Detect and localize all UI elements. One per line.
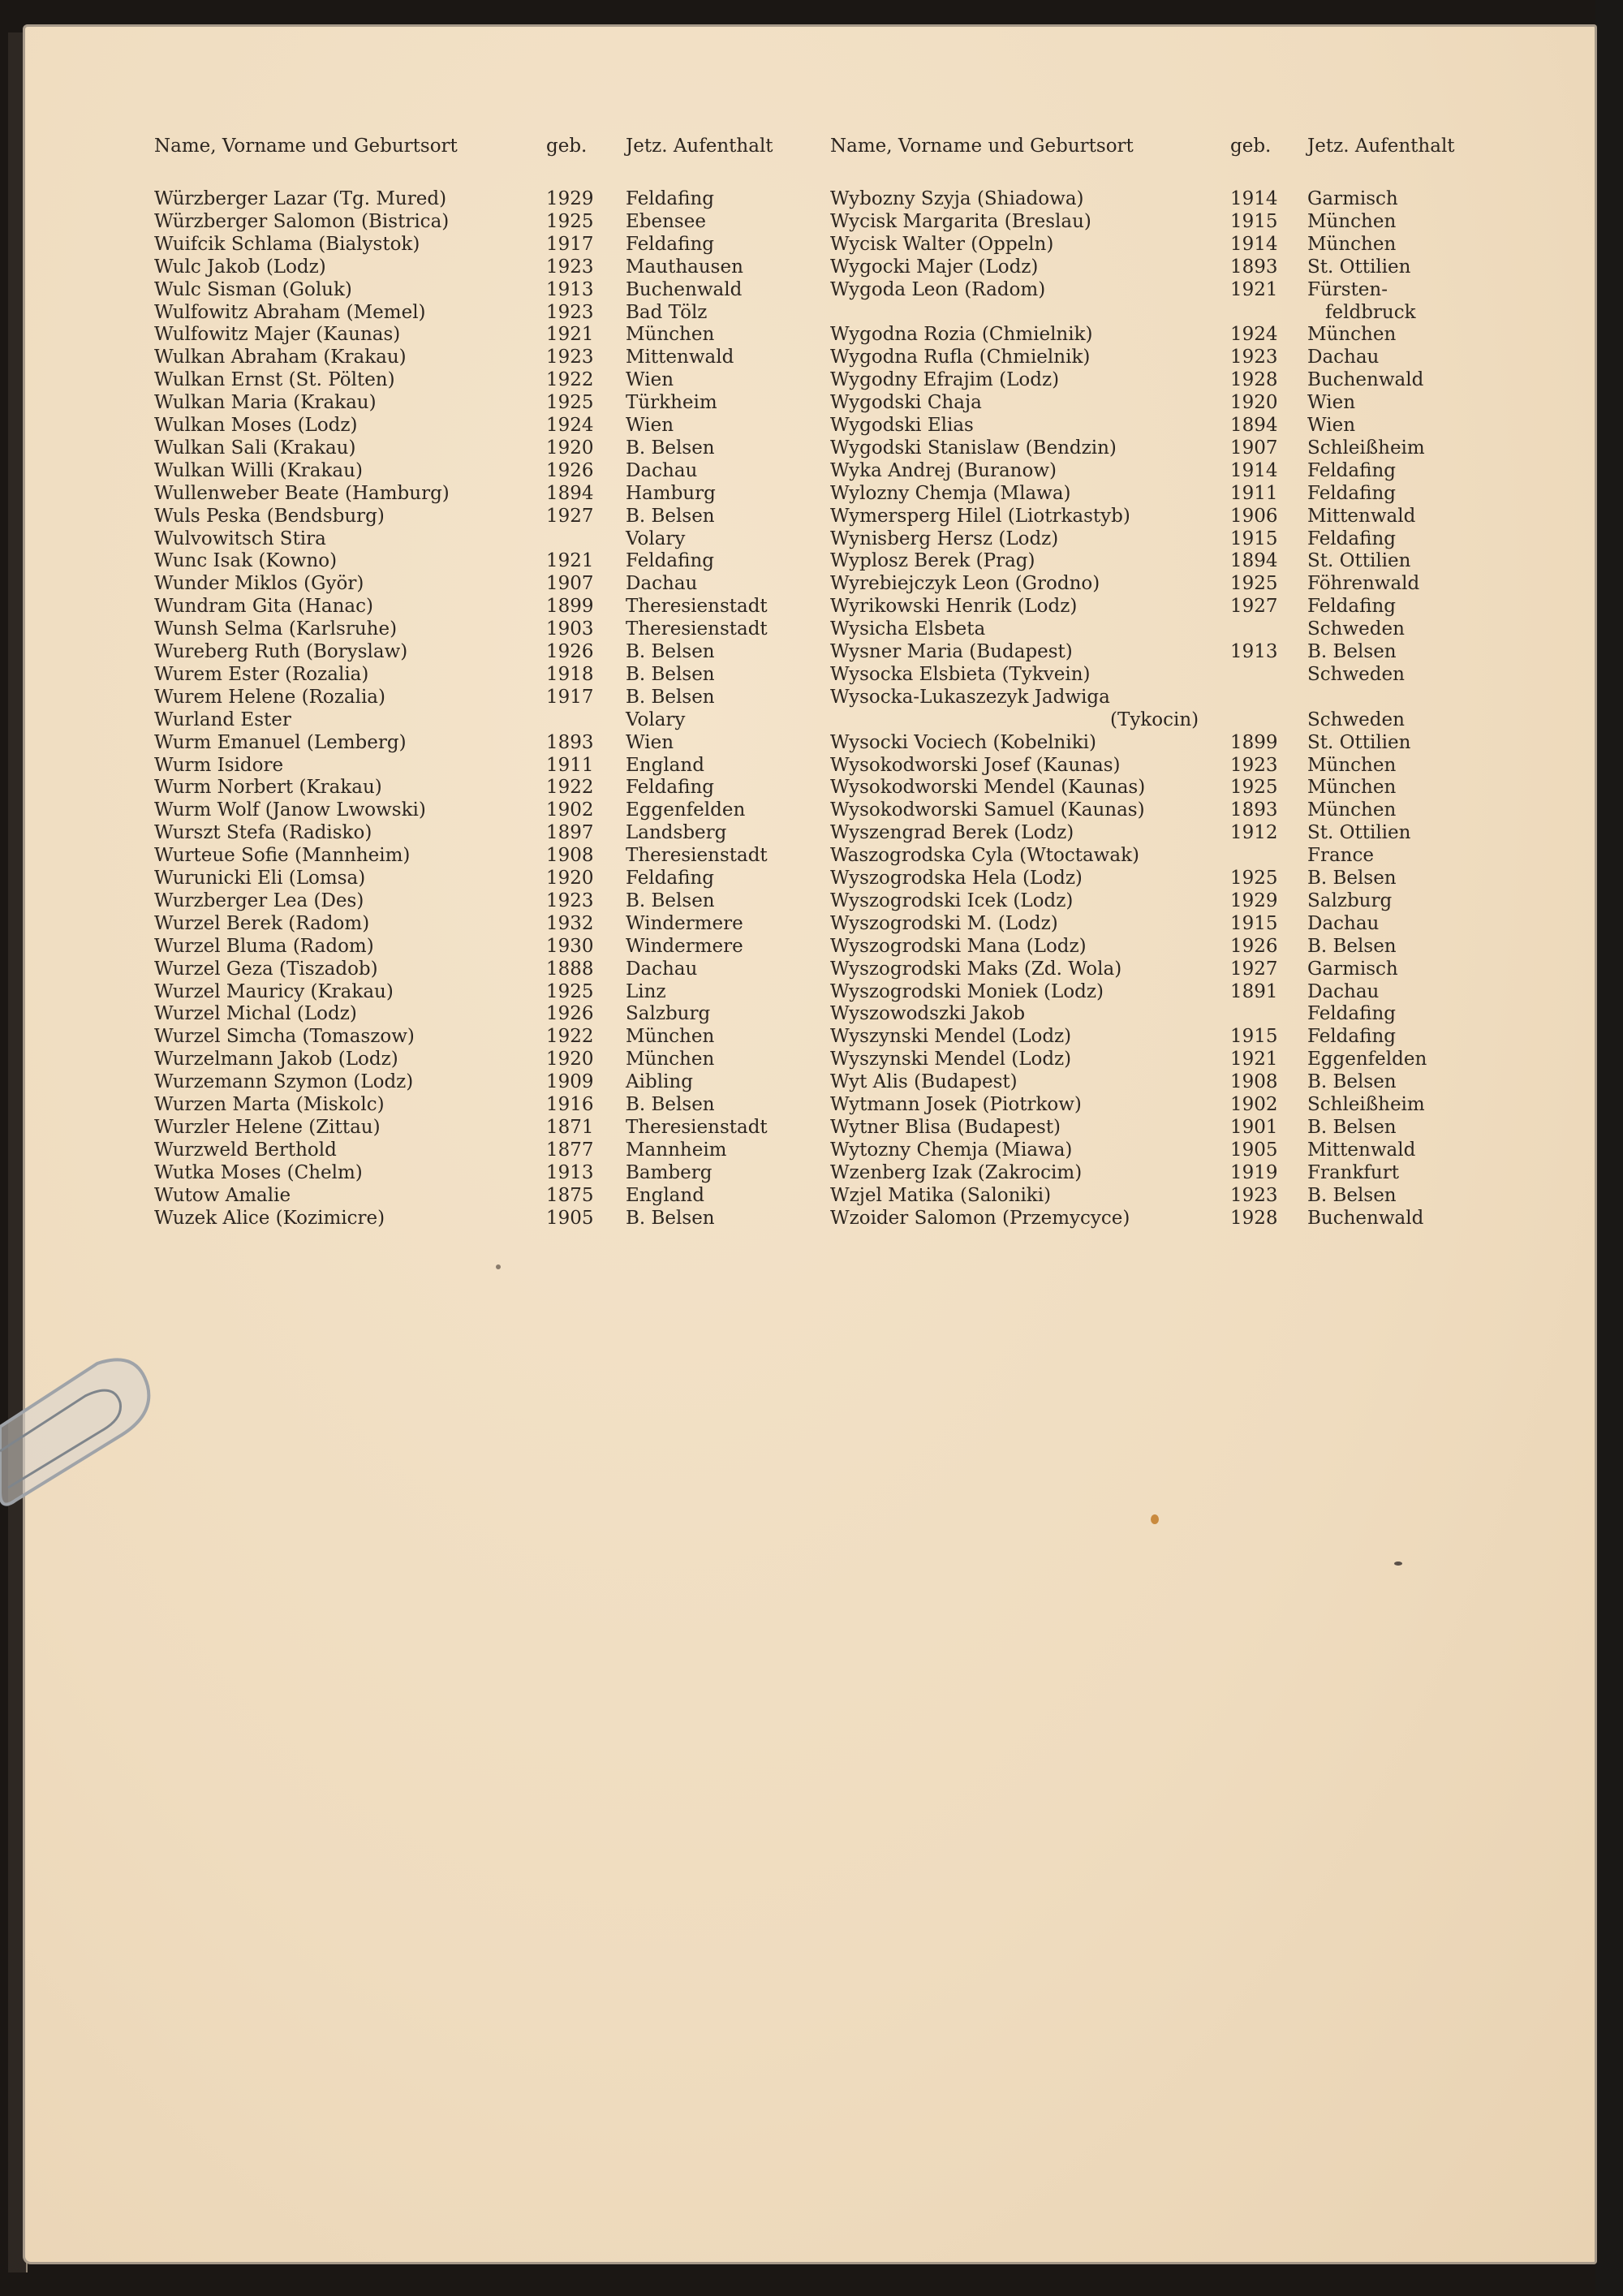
entry-residence: Linz — [626, 980, 666, 1002]
entry-residence: Volary — [626, 528, 686, 549]
entry-born: 1914 — [1230, 459, 1278, 481]
entry-residence-cont: feldbruck — [1325, 301, 1416, 323]
entry-residence: München — [1307, 324, 1397, 346]
entry-born: 1926 — [546, 459, 594, 481]
entry-residence: England — [626, 754, 704, 776]
entry-residence: Theresienstadt — [626, 596, 768, 618]
entry-name: Wullenweber Beate (Hamburg) — [154, 482, 450, 504]
entry-name: Wyszogrodski Mana (Lodz) — [830, 935, 1087, 957]
entry-born: 1908 — [546, 845, 594, 867]
entry-name: Wulfowitz Majer (Kaunas) — [154, 324, 401, 346]
entry-name: Wurem Helene (Rozalia) — [154, 686, 385, 708]
entry-residence: Dachau — [1307, 347, 1380, 368]
entry-name: Wycisk Walter (Oppeln) — [830, 233, 1054, 255]
entry-residence: Wien — [626, 415, 674, 436]
entry-name: Wyka Andrej (Buranow) — [830, 459, 1057, 481]
entry-residence: B. Belsen — [626, 1207, 715, 1229]
entry-born: 1930 — [546, 935, 594, 957]
entry-born: 1905 — [1230, 1139, 1278, 1161]
entry-name: Wygodna Rufla (Chmielnik) — [830, 347, 1091, 368]
entry-residence: München — [626, 1049, 715, 1070]
entry-name: Wuifcik Schlama (Bialystok) — [154, 233, 420, 255]
entry-name: Wzjel Matika (Saloniki) — [830, 1184, 1052, 1206]
entry-born: 1927 — [1230, 596, 1278, 618]
entry-residence: Ebensee — [626, 210, 706, 232]
entry-residence: Garmisch — [1307, 958, 1398, 980]
entry-residence: Eggenfelden — [626, 799, 746, 821]
entry-born: 1897 — [546, 822, 594, 844]
entry-residence: Bad Tölz — [626, 301, 708, 323]
entry-residence: Wien — [626, 369, 674, 391]
header-born-left: geb. — [546, 136, 588, 157]
entry-name: Wurzel Michal (Lodz) — [154, 1003, 357, 1025]
entry-name: Wzenberg Izak (Zakrocim) — [830, 1161, 1083, 1183]
entry-born: 1925 — [546, 210, 594, 232]
entry-residence: B. Belsen — [626, 686, 715, 708]
entry-name: Wysocka-Lukaszezyk Jadwiga — [830, 686, 1110, 708]
entry-born: 1915 — [1230, 528, 1278, 549]
entry-residence: B. Belsen — [626, 663, 715, 685]
entry-born: 1925 — [1230, 777, 1278, 799]
entry-name: Wurzel Bluma (Radom) — [154, 935, 374, 957]
entry-residence: Dachau — [626, 459, 698, 481]
entry-name: Wulvowitsch Stira — [154, 528, 326, 549]
entry-name: Würzberger Salomon (Bistrica) — [154, 210, 450, 232]
header-name-right: Name, Vorname und Geburtsort — [830, 136, 1134, 157]
entry-born: 1913 — [546, 1161, 594, 1183]
entry-residence: Feldafing — [1307, 459, 1396, 481]
paper-spot — [496, 1264, 501, 1269]
entry-born: 1925 — [546, 980, 594, 1002]
entry-name: Waszogrodska Cyla (Wtoctawak) — [830, 845, 1139, 867]
entry-name: Wzoider Salomon (Przemycyce) — [830, 1207, 1130, 1229]
entry-born: 1924 — [1230, 324, 1278, 346]
entry-name: Wurm Norbert (Krakau) — [154, 777, 382, 799]
entry-name: Wytmann Josek (Piotrkow) — [830, 1094, 1082, 1115]
entry-residence: Föhrenwald — [1307, 573, 1420, 595]
entry-born: 1925 — [1230, 573, 1278, 595]
entry-born: 1921 — [546, 324, 594, 346]
entry-residence: Garmisch — [1307, 188, 1398, 209]
entry-name: Wyszowodszki Jakob — [830, 1003, 1026, 1025]
entry-born: 1893 — [546, 731, 594, 753]
entry-name: Wysner Maria (Budapest) — [830, 641, 1073, 662]
entry-name: Wunder Miklos (Györ) — [154, 573, 364, 595]
entry-born: 1928 — [1230, 1207, 1278, 1229]
entry-name: Wyszogrodski M. (Lodz) — [830, 912, 1058, 934]
entry-name: Wysokodworski Mendel (Kaunas) — [830, 777, 1146, 799]
entry-name: Wurzweld Berthold — [154, 1139, 337, 1161]
header-residence-right: Jetz. Aufenthalt — [1307, 136, 1455, 157]
entry-born: 1925 — [546, 392, 594, 414]
entry-residence: Schweden — [1307, 709, 1405, 730]
entry-born: 1929 — [1230, 890, 1278, 911]
entry-name: Wyszogrodska Hela (Lodz) — [830, 868, 1083, 889]
entry-born: 1899 — [1230, 731, 1278, 753]
entry-born: 1927 — [546, 505, 594, 527]
entry-name: Wyszengrad Berek (Lodz) — [830, 822, 1074, 844]
entry-residence: München — [1307, 799, 1397, 821]
entry-residence: B. Belsen — [1307, 1116, 1397, 1138]
entry-residence: Hamburg — [626, 482, 716, 504]
entry-born: 1923 — [1230, 1184, 1278, 1206]
entry-born: 1929 — [546, 188, 594, 209]
entry-name: Wyszogrodski Moniek (Lodz) — [830, 980, 1104, 1002]
entry-born: 1926 — [1230, 935, 1278, 957]
entry-name: Wurzemann Szymon (Lodz) — [154, 1071, 414, 1093]
entry-born: 1877 — [546, 1139, 594, 1161]
entry-born: 1893 — [1230, 256, 1278, 278]
entry-born: 1909 — [546, 1071, 594, 1093]
entry-residence: Feldafing — [626, 550, 714, 572]
entry-name: Wycisk Margarita (Breslau) — [830, 210, 1091, 232]
entry-name: Wulc Sisman (Goluk) — [154, 278, 352, 300]
entry-name: Wurzelmann Jakob (Lodz) — [154, 1049, 398, 1070]
entry-name: Wyszynski Mendel (Lodz) — [830, 1026, 1072, 1048]
entry-born: 1894 — [546, 482, 594, 504]
entry-residence: Feldafing — [626, 233, 714, 255]
entry-name: Wurzel Berek (Radom) — [154, 912, 370, 934]
entry-born: 1899 — [546, 596, 594, 618]
entry-born: 1871 — [546, 1116, 594, 1138]
entry-residence: Feldafing — [1307, 1003, 1396, 1025]
entry-residence: St. Ottilien — [1307, 256, 1411, 278]
entry-residence: Feldafing — [626, 777, 714, 799]
entry-born: 1923 — [546, 347, 594, 368]
entry-born: 1916 — [546, 1094, 594, 1115]
entry-residence: St. Ottilien — [1307, 550, 1411, 572]
entry-name: Wutow Amalie — [154, 1184, 291, 1206]
entry-name: Wyrikowski Henrik (Lodz) — [830, 596, 1078, 618]
entry-residence: B. Belsen — [626, 641, 715, 662]
entry-residence: Salzburg — [1307, 890, 1393, 911]
entry-residence: Mittenwald — [1307, 505, 1416, 527]
entry-residence: Feldafing — [1307, 596, 1396, 618]
entry-residence: Feldafing — [626, 868, 714, 889]
entry-name: Wulkan Willi (Krakau) — [154, 459, 363, 481]
entry-name: Wurzel Geza (Tiszadob) — [154, 958, 378, 980]
entry-name: Wygoda Leon (Radom) — [830, 278, 1046, 300]
entry-born: 1891 — [1230, 980, 1278, 1002]
entry-born: 1888 — [546, 958, 594, 980]
entry-residence: Landsberg — [626, 822, 727, 844]
entry-name: Wutka Moses (Chelm) — [154, 1161, 363, 1183]
entry-name: Wygodski Chaja — [830, 392, 982, 414]
entry-name: Wunsh Selma (Karlsruhe) — [154, 618, 398, 640]
header-name-left: Name, Vorname und Geburtsort — [154, 136, 458, 157]
entry-residence: B. Belsen — [1307, 935, 1397, 957]
entry-name: Wurm Wolf (Janow Lwowski) — [154, 799, 426, 821]
entry-residence: France — [1307, 845, 1374, 867]
entry-residence: B. Belsen — [626, 890, 715, 911]
entry-name: Wygodski Stanislaw (Bendzin) — [830, 437, 1117, 459]
entry-born: 1926 — [546, 641, 594, 662]
entry-born: 1912 — [1230, 822, 1278, 844]
entry-residence: Fürsten- — [1307, 278, 1388, 300]
entry-name: Wureberg Ruth (Boryslaw) — [154, 641, 408, 662]
entry-name: Wurm Isidore — [154, 754, 284, 776]
entry-residence: Theresienstadt — [626, 845, 768, 867]
entry-residence: Feldafing — [1307, 482, 1396, 504]
entry-born: 1907 — [546, 573, 594, 595]
entry-residence: Dachau — [1307, 980, 1380, 1002]
entry-name: Wylozny Chemja (Mlawa) — [830, 482, 1071, 504]
entry-residence: Wien — [626, 731, 674, 753]
entry-name: Wurm Emanuel (Lemberg) — [154, 731, 407, 753]
entry-name: Wynisberg Hersz (Lodz) — [830, 528, 1059, 549]
entry-born: 1914 — [1230, 188, 1278, 209]
entry-born: 1911 — [1230, 482, 1278, 504]
entry-born: 1906 — [1230, 505, 1278, 527]
entry-residence: Wien — [1307, 392, 1356, 414]
entry-name: Wulkan Maria (Krakau) — [154, 392, 377, 414]
entry-residence: Aibling — [626, 1071, 693, 1093]
entry-residence: Mannheim — [626, 1139, 727, 1161]
entry-born: 1919 — [1230, 1161, 1278, 1183]
entry-residence: München — [1307, 233, 1397, 255]
entry-residence: München — [626, 324, 715, 346]
paper-spot — [1151, 1514, 1159, 1524]
entry-residence: B. Belsen — [1307, 641, 1397, 662]
entry-name: Wymersperg Hilel (Liotrkastyb) — [830, 505, 1130, 527]
entry-name: Wygodna Rozia (Chmielnik) — [830, 324, 1093, 346]
entry-born: 1875 — [546, 1184, 594, 1206]
entry-residence: St. Ottilien — [1307, 731, 1411, 753]
entry-residence: München — [1307, 754, 1397, 776]
entry-born: 1921 — [546, 550, 594, 572]
entry-born: 1893 — [1230, 799, 1278, 821]
entry-residence: Windermere — [626, 935, 743, 957]
entry-born: 1902 — [1230, 1094, 1278, 1115]
entry-name: Wybozny Szyja (Shiadowa) — [830, 188, 1084, 209]
entry-residence: Schweden — [1307, 663, 1405, 685]
entry-residence: B. Belsen — [1307, 1071, 1397, 1093]
entry-name: Wurzler Helene (Zittau) — [154, 1116, 381, 1138]
entry-residence: Schleißheim — [1307, 437, 1425, 459]
entry-born: 1917 — [546, 233, 594, 255]
entry-born: 1913 — [546, 278, 594, 300]
entry-born: 1905 — [546, 1207, 594, 1229]
entry-name: Wyszogrodski Maks (Zd. Wola) — [830, 958, 1122, 980]
entry-residence: Salzburg — [626, 1003, 711, 1025]
entry-residence: Dachau — [626, 958, 698, 980]
entry-born: 1920 — [546, 437, 594, 459]
entry-name: Wuls Peska (Bendsburg) — [154, 505, 385, 527]
entry-residence: Feldafing — [1307, 528, 1396, 549]
entry-name: Wunc Isak (Kowno) — [154, 550, 338, 572]
entry-name: Wytozny Chemja (Miawa) — [830, 1139, 1073, 1161]
entry-name: Wyszogrodski Icek (Lodz) — [830, 890, 1074, 911]
entry-residence: Mittenwald — [626, 347, 734, 368]
entry-residence: Mauthausen — [626, 256, 743, 278]
entry-born: 1920 — [546, 868, 594, 889]
entry-born: 1923 — [1230, 347, 1278, 368]
entry-born: 1926 — [546, 1003, 594, 1025]
entry-name: Wyrebiejczyk Leon (Grodno) — [830, 573, 1100, 595]
entry-name: Wygodny Efrajim (Lodz) — [830, 369, 1060, 391]
entry-residence: B. Belsen — [1307, 868, 1397, 889]
entry-born: 1915 — [1230, 1026, 1278, 1048]
entry-residence: St. Ottilien — [1307, 822, 1411, 844]
header-residence-left: Jetz. Aufenthalt — [626, 136, 773, 157]
entry-name: Wurzel Mauricy (Krakau) — [154, 980, 394, 1002]
entry-name: Wulkan Ernst (St. Pölten) — [154, 369, 395, 391]
entry-name: Wyszynski Mendel (Lodz) — [830, 1049, 1072, 1070]
entry-residence: München — [626, 1026, 715, 1048]
entry-born: 1925 — [1230, 868, 1278, 889]
entry-residence: B. Belsen — [626, 437, 715, 459]
entry-residence: Mittenwald — [1307, 1139, 1416, 1161]
entry-residence: Volary — [626, 709, 686, 730]
entry-born: 1923 — [1230, 754, 1278, 776]
entry-name: Wulkan Abraham (Krakau) — [154, 347, 407, 368]
entry-name: Wysocki Vociech (Kobelniki) — [830, 731, 1096, 753]
entry-born: 1894 — [1230, 550, 1278, 572]
entry-residence: Buchenwald — [1307, 1207, 1424, 1229]
entry-residence: Dachau — [1307, 912, 1380, 934]
entry-born: 1901 — [1230, 1116, 1278, 1138]
entry-residence: Eggenfelden — [1307, 1049, 1427, 1070]
entry-name: Würzberger Lazar (Tg. Mured) — [154, 188, 447, 209]
entry-born: 1911 — [546, 754, 594, 776]
entry-born: 1914 — [1230, 233, 1278, 255]
entry-name: Wurzberger Lea (Des) — [154, 890, 364, 911]
entry-residence: Türkheim — [626, 392, 717, 414]
entry-residence: B. Belsen — [1307, 1184, 1397, 1206]
entry-name: Wuzek Alice (Kozimicre) — [154, 1207, 385, 1229]
paper-spot — [1394, 1562, 1402, 1566]
entry-residence: Schleißheim — [1307, 1094, 1425, 1115]
entry-born: 1924 — [546, 415, 594, 436]
entry-born: 1913 — [1230, 641, 1278, 662]
entry-residence: München — [1307, 210, 1397, 232]
entry-born: 1927 — [1230, 958, 1278, 980]
entry-born: 1922 — [546, 369, 594, 391]
entry-born: 1907 — [1230, 437, 1278, 459]
entry-residence: Feldafing — [1307, 1026, 1396, 1048]
entry-name: Wulfowitz Abraham (Memel) — [154, 301, 426, 323]
entry-residence: B. Belsen — [626, 505, 715, 527]
entry-residence: Bamberg — [626, 1161, 712, 1183]
entry-residence: Feldafing — [626, 188, 714, 209]
entry-name: Wurzel Simcha (Tomaszow) — [154, 1026, 415, 1048]
entry-born: 1923 — [546, 301, 594, 323]
entry-name: Wyt Alis (Budapest) — [830, 1071, 1018, 1093]
entry-name: Wurem Ester (Rozalia) — [154, 663, 369, 685]
entry-name: Wysicha Elsbeta — [830, 618, 986, 640]
entry-born: 1908 — [1230, 1071, 1278, 1093]
entry-born: 1923 — [546, 256, 594, 278]
entry-name: Wyplosz Berek (Prag) — [830, 550, 1035, 572]
entry-name: Wulkan Moses (Lodz) — [154, 415, 358, 436]
entry-born: 1932 — [546, 912, 594, 934]
entry-name: Wurszt Stefa (Radisko) — [154, 822, 372, 844]
page-edge-right — [1595, 0, 1623, 2296]
entry-name: Wurland Ester — [154, 709, 291, 730]
entry-born: 1915 — [1230, 912, 1278, 934]
entry-residence: München — [1307, 777, 1397, 799]
header-born-right: geb. — [1230, 136, 1272, 157]
entry-born: 1894 — [1230, 415, 1278, 436]
entry-born: 1920 — [1230, 392, 1278, 414]
entry-born: 1915 — [1230, 210, 1278, 232]
entry-name: Wygodski Elias — [830, 415, 974, 436]
entry-name: Wysokodworski Josef (Kaunas) — [830, 754, 1121, 776]
entry-name: (Tykocin) — [1110, 709, 1199, 730]
entry-name: Wurteue Sofie (Mannheim) — [154, 845, 411, 867]
entry-residence: Dachau — [626, 573, 698, 595]
entry-name: Wysocka Elsbieta (Tykvein) — [830, 663, 1091, 685]
entry-residence: England — [626, 1184, 704, 1206]
entry-residence: Buchenwald — [626, 278, 743, 300]
entry-residence: Frankfurt — [1307, 1161, 1399, 1183]
entry-name: Wygocki Majer (Lodz) — [830, 256, 1039, 278]
entry-born: 1921 — [1230, 278, 1278, 300]
entry-born: 1918 — [546, 663, 594, 685]
entry-born: 1928 — [1230, 369, 1278, 391]
entry-residence: Theresienstadt — [626, 1116, 768, 1138]
entry-name: Wytner Blisa (Budapest) — [830, 1116, 1061, 1138]
entry-residence: Theresienstadt — [626, 618, 768, 640]
entry-name: Wurunicki Eli (Lomsa) — [154, 868, 366, 889]
entry-born: 1923 — [546, 890, 594, 911]
entry-born: 1922 — [546, 777, 594, 799]
entry-name: Wundram Gita (Hanac) — [154, 596, 374, 618]
entry-residence: Windermere — [626, 912, 743, 934]
entry-residence: Buchenwald — [1307, 369, 1424, 391]
entry-name: Wulc Jakob (Lodz) — [154, 256, 326, 278]
entry-residence: Schweden — [1307, 618, 1405, 640]
entry-born: 1902 — [546, 799, 594, 821]
entry-residence: Wien — [1307, 415, 1356, 436]
entry-born: 1903 — [546, 618, 594, 640]
entry-residence: B. Belsen — [626, 1094, 715, 1115]
entry-born: 1922 — [546, 1026, 594, 1048]
entry-name: Wulkan Sali (Krakau) — [154, 437, 356, 459]
entry-born: 1921 — [1230, 1049, 1278, 1070]
entry-born: 1917 — [546, 686, 594, 708]
entry-name: Wysokodworski Samuel (Kaunas) — [830, 799, 1145, 821]
paper-clip — [0, 1354, 154, 1540]
entry-born: 1920 — [546, 1049, 594, 1070]
entry-name: Wurzen Marta (Miskolc) — [154, 1094, 385, 1115]
